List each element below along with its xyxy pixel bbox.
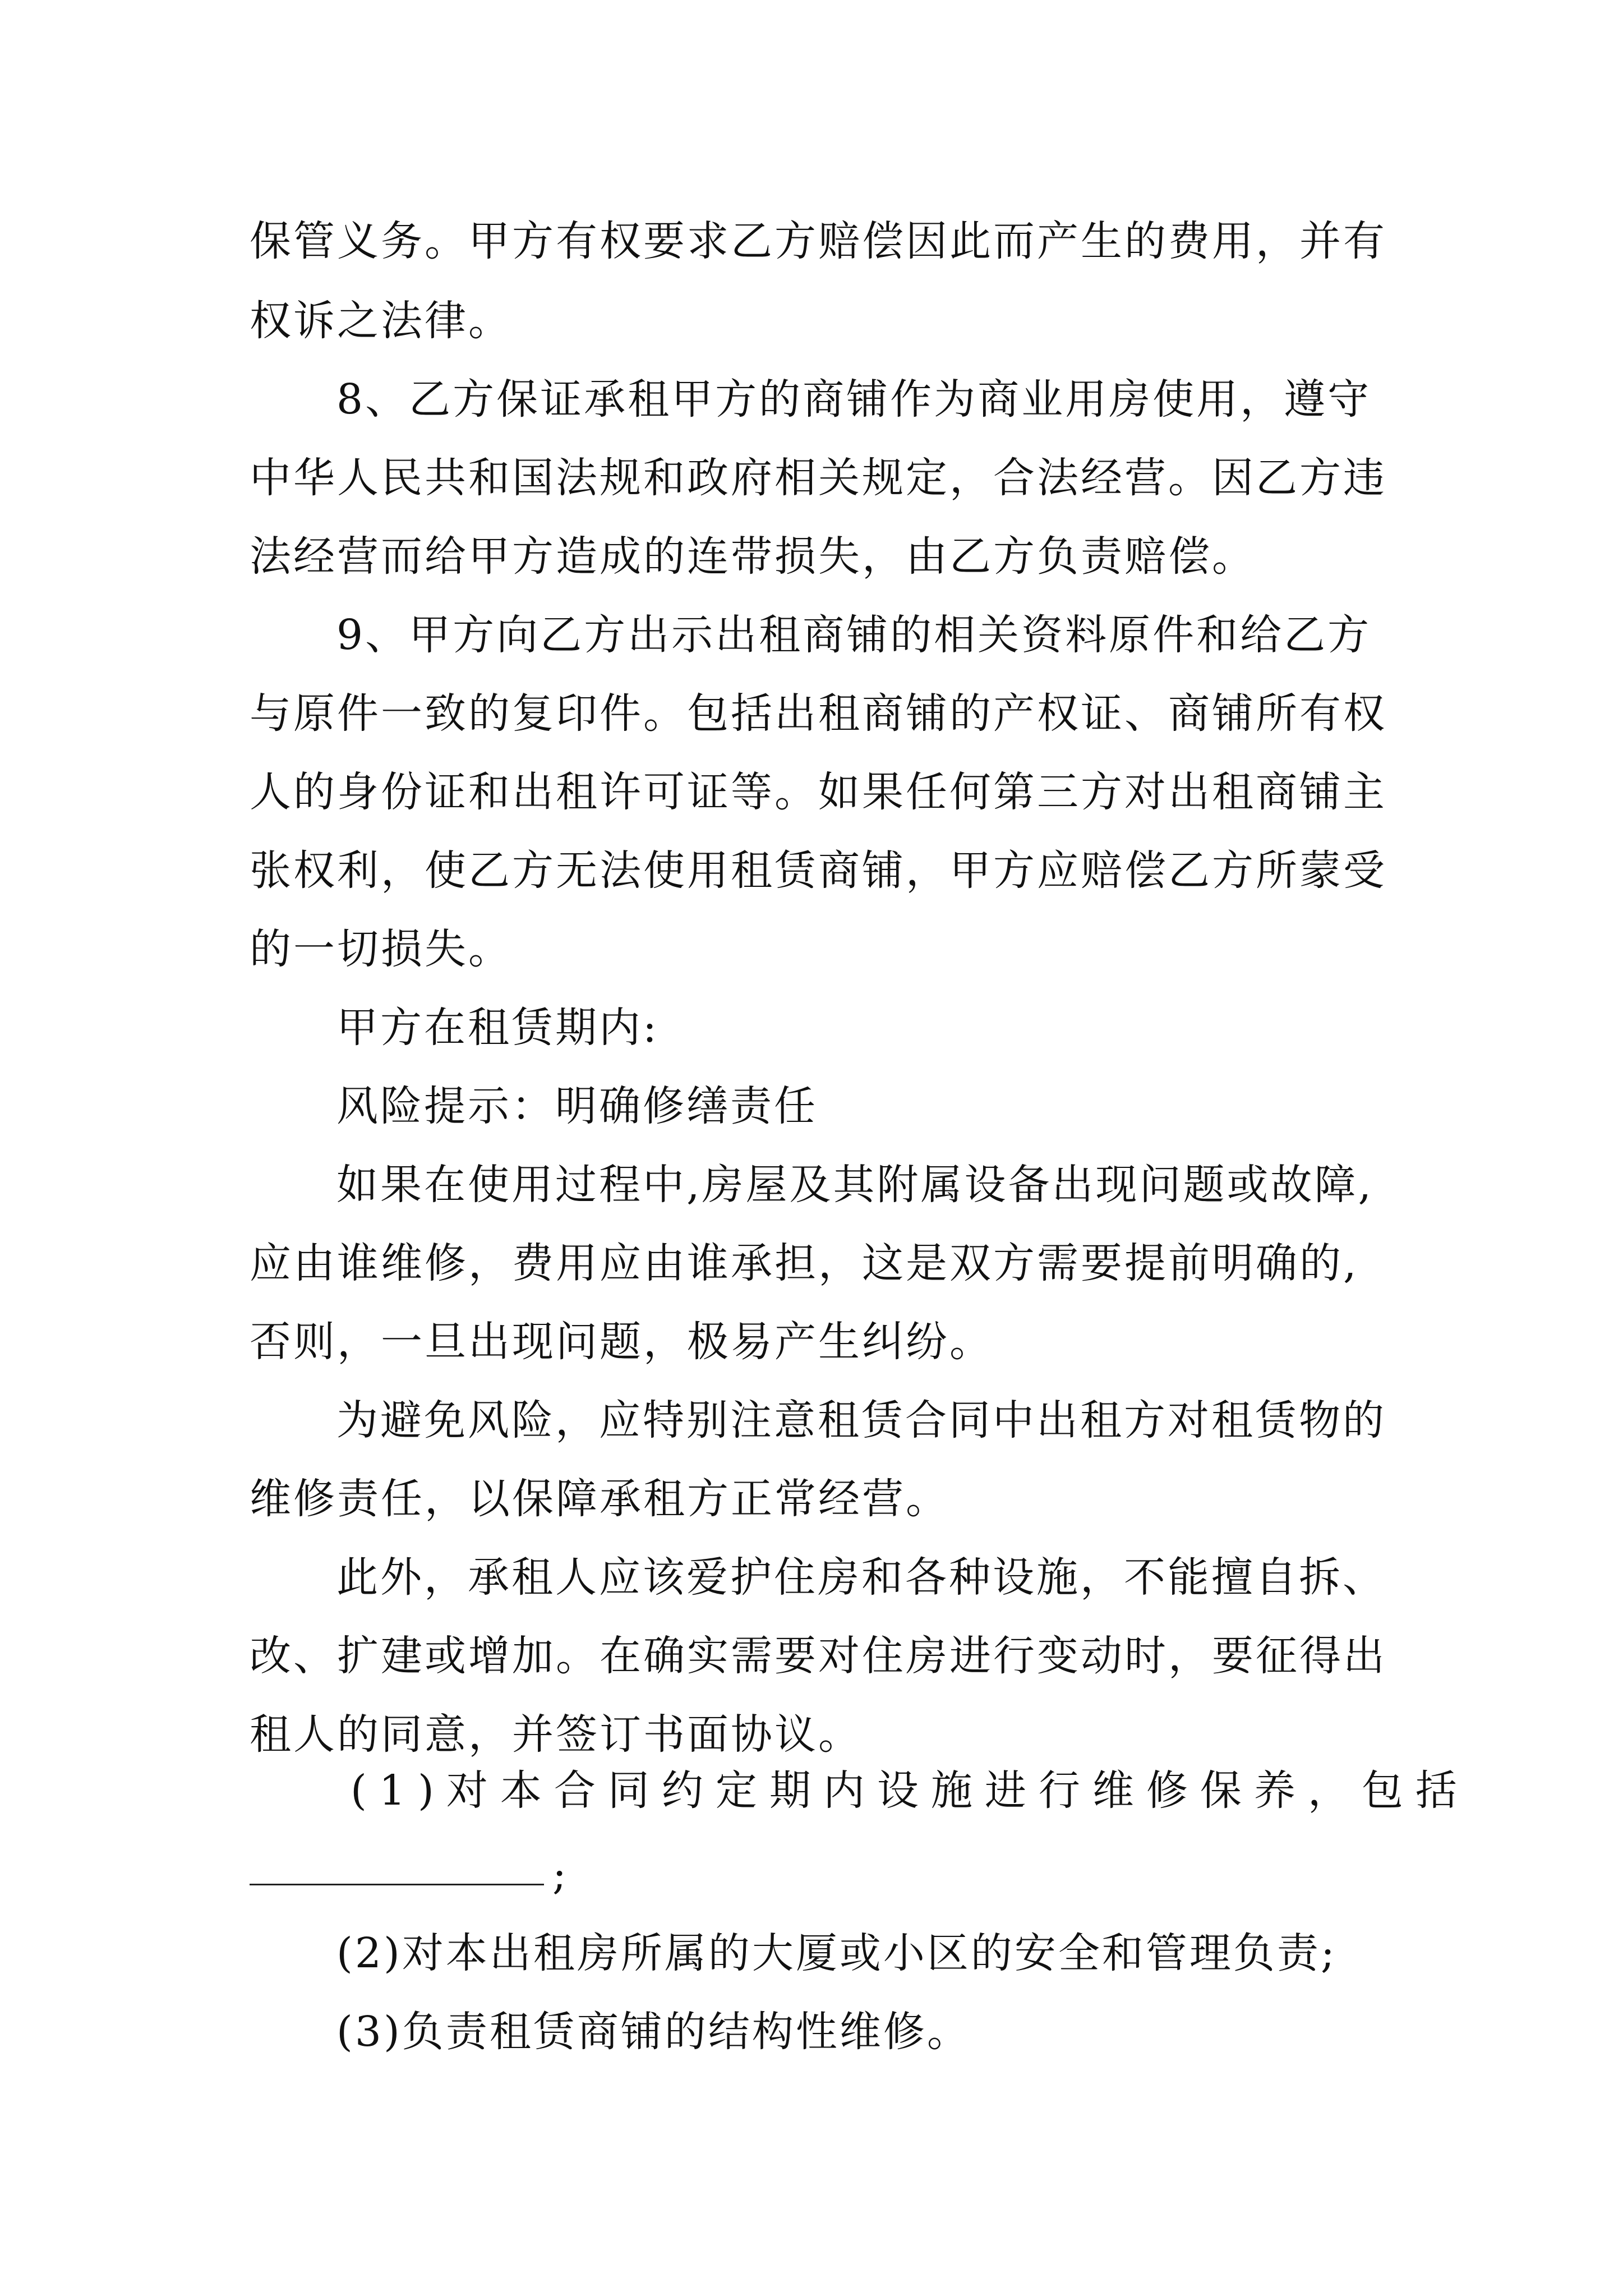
- text-line: 风险提示：明确修缮责任: [336, 1082, 818, 1130]
- text-line: 为避免风险，应特别注意租赁合同中出租方对租赁物的: [336, 1396, 1386, 1444]
- fill-in-blank-line: [250, 1884, 544, 1885]
- text-line: 张权利，使乙方无法使用租赁商铺，甲方应赔偿乙方所蒙受: [250, 846, 1387, 895]
- text-line: 如果在使用过程中,房屋及其附属设备出现问题或故障,: [336, 1161, 1374, 1209]
- text-line: 租人的同意，并签订书面协议。: [250, 1710, 862, 1759]
- text-line: 人的身份证和出租许可证等。如果任何第三方对出租商铺主: [250, 768, 1387, 816]
- text-line: 否则，一旦出现问题，极易产生纠纷。: [250, 1318, 993, 1366]
- text-line: 保管义务。甲方有权要求乙方赔偿因此而产生的费用，并有: [250, 217, 1387, 265]
- text-line: 甲方在租赁期内:: [336, 1004, 659, 1052]
- text-line: ;: [552, 1851, 569, 1899]
- text-line: 应由谁维修，费用应由谁承担，这是双方需要提前明确的,: [250, 1239, 1359, 1287]
- text-line: (2)对本出租房所属的大厦或小区的安全和管理负责;: [336, 1929, 1337, 1977]
- text-line: 权诉之法律。: [250, 297, 512, 345]
- text-line: 的一切损失。: [250, 925, 512, 973]
- text-line: 9、甲方向乙方出示出租商铺的相关资料原件和给乙方: [336, 611, 1372, 659]
- text-line: 中华人民共和国法规和政府相关规定，合法经营。因乙方违: [250, 454, 1387, 502]
- text-line: 维修责任，以保障承租方正常经营。: [250, 1475, 949, 1523]
- text-line: 此外，承租人应该爱护住房和各种设施，不能擅自拆、: [336, 1553, 1386, 1602]
- text-line: 8、乙方保证承租甲方的商铺作为商业用房使用，遵守: [336, 375, 1372, 424]
- text-line: 改、扩建或增加。在确实需要对住房进行变动时，要征得出: [250, 1632, 1387, 1680]
- text-line: 与原件一致的复印件。包括出租商铺的产权证、商铺所有权: [250, 689, 1387, 738]
- text-line: 法经营而给甲方造成的连带损失，由乙方负责赔偿。: [250, 532, 1256, 581]
- text-line: (1)对本合同约定期内设施进行维修保养，包括: [351, 1766, 1469, 1815]
- text-line: (3)负责租赁商铺的结构性维修。: [336, 2008, 971, 2056]
